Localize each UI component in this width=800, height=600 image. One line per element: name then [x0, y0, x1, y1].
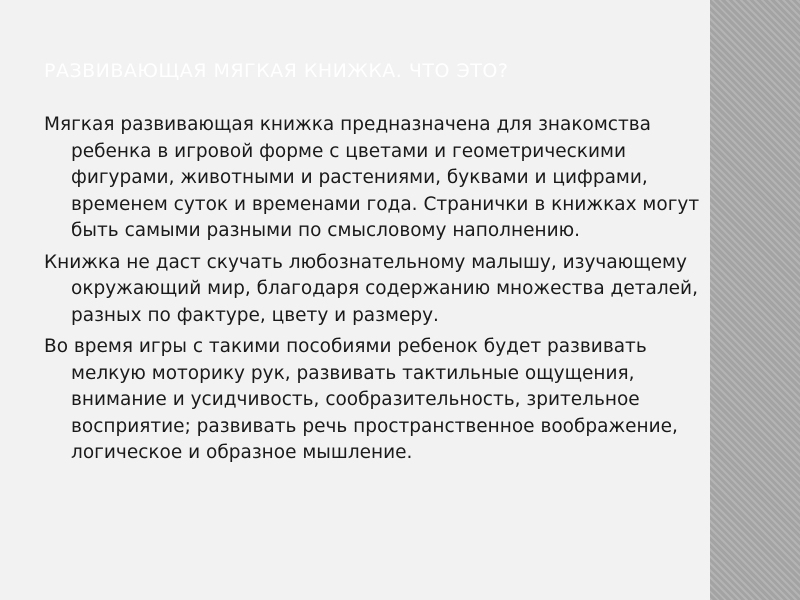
paragraph-development: Во время игры с такими пособиями ребенок будет развивать мелкую моторику рук, развивать тактильные ощущения, внимание и усидчивость, сообразительность, зрительное восприятие; развивать речь пространственное воображение, логическое и образное мышление.: [44, 336, 678, 463]
paragraph-curiosity: Книжка не даст скучать любознательному малышу, изучающему окружающий мир, благодаря содержанию множества деталей, разных по фактуре, цвету и размеру.: [44, 251, 698, 326]
slide-body: [44, 112, 704, 472]
slide-title: РАЗВИВАЮЩАЯ МЯГКАЯ КНИЖКА. ЧТО ЭТО?: [44, 60, 509, 82]
decorative-side-stripe: [710, 0, 800, 600]
paragraph-purpose: Мягкая развивающая книжка предназначена для знакомства ребенка в игровой форме с цветами и геометрическими фигурами, животными и растениями, буквами и цифрами, временем суток и временами года. Странички в книжках могут быть самыми разными по смысловому наполнению.: [44, 114, 700, 241]
